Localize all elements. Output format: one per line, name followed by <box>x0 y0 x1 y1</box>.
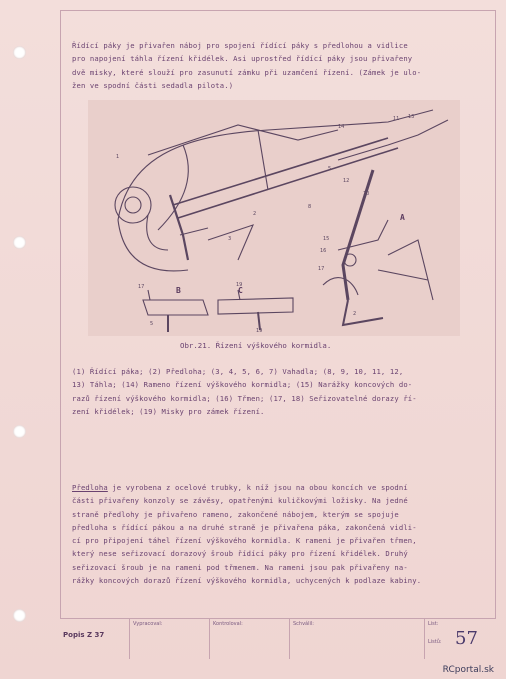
vypracoval-label: Vypracoval: <box>133 621 163 627</box>
binder-hole <box>13 609 26 622</box>
figure-label-c: C <box>238 286 243 295</box>
kontroloval-label: Kontroloval: <box>213 621 243 627</box>
schvalil-cell <box>290 619 425 659</box>
schvalil-label: Schválil: <box>293 621 314 627</box>
svg-text:14: 14 <box>338 124 345 130</box>
listu-label: Listů: <box>428 639 442 645</box>
svg-text:2: 2 <box>253 211 257 217</box>
page-number: 57 <box>455 628 478 649</box>
frame-left <box>60 10 61 618</box>
predloha-paragraph <box>72 481 490 587</box>
predloha-text: je vyrobena z ocelové trubky, k níž jsou na obou koncích ve spodní části přivařeny konzoly se závěsy, opatřenými kuličkovými ložisky. Na jedné straně předlohy je přivařeno rameno, zakončené nábojem, kterým se spojuje předloha s řídící pákou a na druhé straně je přivařena páka, zakončená vidli- cí pro připojení táhel řízení výškového kormidla. K rameni je přivařen třmen, který nese seřizovací dorazový šroub řídící páky pro řízení křidélek. Druhý seřizovací šroub je na rameni pod třmenem. Na rameni jsou pak přivařeny na- rážky koncových dorazů řízení výškového kormidla, uchycených k podlaze kabiny. <box>72 483 422 586</box>
svg-text:17: 17 <box>138 284 145 290</box>
svg-text:3: 3 <box>228 236 232 242</box>
binder-hole <box>13 236 26 249</box>
svg-text:15: 15 <box>323 236 330 242</box>
svg-text:5: 5 <box>150 321 154 327</box>
binder-hole <box>13 425 26 438</box>
predloha-heading: Předloha <box>72 483 108 492</box>
svg-text:8: 8 <box>308 204 312 210</box>
kontroloval-cell <box>210 619 290 659</box>
list-label: List: <box>428 621 439 627</box>
svg-text:10: 10 <box>363 191 370 197</box>
intro-paragraph: Řídící páky je přivařen náboj pro spojení řídící páky s předlohou a vidlice pro napojení táhla řízení křidélek. Asi uprostřed řídící páky jsou přivařeny dvě misky, které slouží pro zasunutí zámku při uzamčení řízení. (Zámek je ulo- žen ve spodní části sedadla pilota.) <box>72 41 422 90</box>
svg-text:2: 2 <box>353 311 357 317</box>
doc-label-cell <box>60 619 130 659</box>
svg-text:5: 5 <box>328 166 332 172</box>
svg-text:19: 19 <box>256 328 263 334</box>
svg-text:1: 1 <box>116 154 120 160</box>
figure-legend: (1) Řídící páka; (2) Předloha; (3, 4, 5, 6, 7) Vahadla; (8, 9, 10, 11, 12, 13) Táhla; (14) Rameno řízení výškového kormidla; (15) Narážky koncových do- razů řízení výškového kormidla; (16) Třmen; (17, 18) Seřizovatelné dorazy ří- zení křidélek; (19) Misky pro zámek řízení. <box>72 367 417 416</box>
svg-text:17: 17 <box>318 266 325 272</box>
figure-caption: Obr.21. Řízení výškového kormidla. <box>180 341 332 350</box>
figure-label-a: A <box>400 213 405 222</box>
frame-top <box>60 10 496 11</box>
binder-hole <box>13 46 26 59</box>
svg-text:12: 12 <box>343 178 350 184</box>
svg-text:16: 16 <box>320 248 327 254</box>
svg-text:11: 11 <box>393 116 400 122</box>
vypracoval-cell <box>130 619 210 659</box>
figure-elevator-control <box>88 100 460 336</box>
svg-text:13: 13 <box>408 114 415 120</box>
svg-text:19: 19 <box>236 282 243 288</box>
frame-right <box>495 10 496 618</box>
watermark: RCportal.sk <box>442 665 494 675</box>
doc-label: Popis Z 37 <box>63 631 105 639</box>
title-block <box>60 618 496 659</box>
figure-label-b: B <box>176 286 181 295</box>
